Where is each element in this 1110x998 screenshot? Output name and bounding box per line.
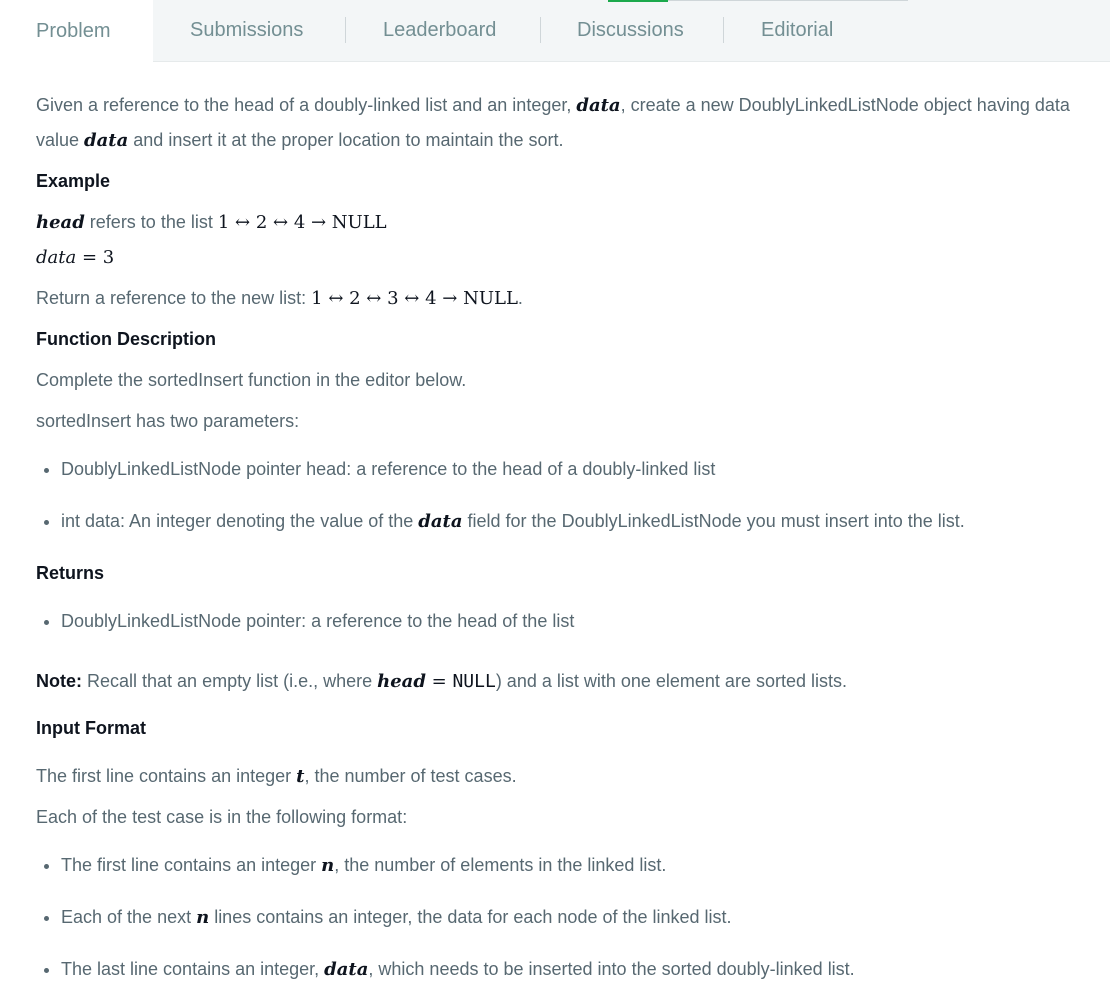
parameter-list [36,452,1076,539]
list-item [61,604,1076,639]
note-paragraph [36,664,1076,699]
tab-divider [723,17,724,43]
math-var: head [36,212,85,233]
math-list: 1 ↔ 2 ↔ 4 → NULL [217,212,387,233]
math-var: data [418,511,463,532]
math-null: NULL [452,671,496,692]
list-item-text: The first line contains an integer [61,855,322,875]
note-text: Recall that an empty list (i.e., where [82,671,378,691]
example-head-line [36,205,1076,240]
list-item-text: , which needs to be inserted into the sorted doubly-linked list. [368,959,855,979]
list-item-text: DoublyLinkedListNode pointer head: a reference to the head of a doubly-linked list [61,459,716,479]
tab-divider [540,17,541,43]
list-item-text: Each of the next [61,907,197,927]
example-text: refers to the list [84,212,218,232]
function-description-line: Complete the sortedInsert function in the editor below. [36,370,467,390]
example-text: . [517,288,523,308]
list-item-text: lines contains an integer, the data for each node of the linked list. [209,907,732,927]
list-item [61,952,1076,987]
math-var: data [36,247,77,268]
note-text: ) and a list with one element are sorted lists. [495,671,847,691]
tab-problem-label: Problem [36,19,111,42]
function-description-line: sortedInsert has two parameters: [36,411,300,431]
list-item-text: DoublyLinkedListNode pointer: a reference to the head of the list [61,611,575,631]
math-var: head [377,671,426,692]
intro-text: , create a new DoublyLinkedListNode object having data value [36,95,1070,150]
tab-submissions[interactable] [190,0,303,61]
math-var: n [196,907,210,928]
input-format-text: The first line contains an integer [36,766,297,786]
math-var: data [576,95,621,116]
tab-problem[interactable] [0,0,153,62]
list-item [61,504,1076,539]
problem-statement [36,88,1076,987]
tab-leaderboard-label: Leaderboard [383,19,497,41]
math-eq: = 3 [76,247,115,268]
returns-heading: Returns [36,563,105,583]
list-item [61,848,1076,883]
problem-tabs [0,0,1110,62]
list-item-text: int data: An integer denoting the value of the [61,511,419,531]
tab-leaderboard[interactable] [383,0,496,61]
intro-text: and insert it at the proper location to maintain the sort. [128,130,564,150]
math-var: n [321,855,335,876]
list-item-text: , the number of elements in the linked list. [334,855,667,875]
tab-editorial-label: Editorial [761,19,834,41]
math-list: 1 ↔ 2 ↔ 3 ↔ 4 → NULL [311,288,518,309]
example-return-line [36,281,1076,316]
example-text: Return a reference to the new list: [36,288,312,308]
math-var: data [324,959,369,980]
math-var: data [84,130,129,151]
input-format-heading: Input Format [36,718,146,738]
tab-editorial[interactable] [761,0,833,61]
math-eq: = [425,671,453,692]
list-item-text: The last line contains an integer, [61,959,325,979]
input-format-line [36,759,1076,794]
returns-list [36,604,1076,639]
math-var: t [296,766,305,787]
list-item-text: field for the DoublyLinkedListNode you must insert into the list. [462,511,965,531]
tab-submissions-label: Submissions [190,19,304,41]
note-label: Note: [36,671,82,691]
tab-discussions-label: Discussions [577,19,684,41]
tab-divider [345,17,346,43]
intro-paragraph [36,88,1076,158]
list-item [61,452,1076,487]
input-format-line: Each of the test case is in the following format: [36,807,408,827]
function-description-heading: Function Description [36,329,216,349]
intro-text: Given a reference to the head of a doubly-linked list and an integer, [36,95,577,115]
tab-discussions[interactable] [577,0,684,61]
input-format-text: , the number of test cases. [304,766,517,786]
input-format-list [36,848,1076,987]
example-heading: Example [36,171,111,191]
example-data-line [36,240,1076,275]
list-item [61,900,1076,935]
